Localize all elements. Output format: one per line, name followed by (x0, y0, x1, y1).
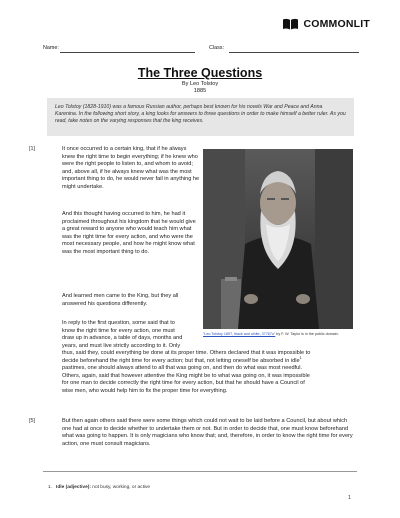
name-label: Name: (43, 45, 59, 51)
paragraph-number: [5] (29, 418, 35, 424)
text-line: wise men, who would help him to fix the proper time for everything. (62, 387, 228, 394)
publication-year: 1885 (193, 88, 207, 94)
paragraph-continued (62, 350, 358, 395)
footnote-definition: not busy, working, or active (90, 485, 151, 490)
student-info-row (43, 45, 359, 55)
footnote-ref[interactable]: 1 (299, 355, 302, 360)
text-line (62, 355, 358, 366)
image-caption-text: by F. W. Taylor is in the public domain. (275, 332, 339, 336)
text-line: know the right time for every action, one must (62, 327, 175, 334)
commonlit-logo (282, 18, 370, 30)
tolstoy-portrait-image (203, 149, 353, 329)
paragraph: It once occurred to a certain king, that if he always knew the right time to begin everything; if he knew who were the right people to listen to, and whom to avoid; and, above all, if he always knew what was the most important thing to do, he would never fail in anything he might undertake. (62, 146, 200, 190)
name-field[interactable] (60, 52, 195, 53)
paragraph (62, 320, 206, 350)
text-line: pastimes, one should always attend to all that was going on, and then do what was most needful. (62, 365, 303, 372)
footnote-divider (43, 471, 357, 472)
footnote (48, 485, 150, 490)
text-line: thus, said they, could everything be done at its proper time. Others declared that it was impossible to (62, 350, 311, 356)
image-source-link[interactable]: "Leo Tolstoy 1897, black and white, 37767u" (203, 332, 276, 336)
image-caption (203, 332, 355, 337)
class-label: Class: (209, 45, 224, 51)
text-line: for one man to decide correctly the right time for every action, but that he should have a Council of (62, 380, 305, 387)
class-field[interactable] (229, 52, 359, 53)
paragraph: And this thought having occurred to him, he had it proclaimed throughout his kingdom that he would give a great reward to anyone who would teach him what was the right time for every action, and who were the most necessary people, and how he might know what was the most important thing to do. (62, 211, 196, 255)
byline: By Leo Tolstoy (181, 81, 219, 87)
text-line: In reply to the first question, some said that to (62, 320, 175, 326)
paragraph: And learned men came to the King, but they all answered his questions differently. (62, 293, 179, 307)
page-number: 1 (348, 495, 351, 501)
text-line: years, and must live strictly according to it. Only (62, 342, 181, 349)
paragraph-number: [1] (29, 146, 35, 152)
page-title: The Three Questions (137, 66, 263, 80)
paragraph: But then again others said there were some things which could not wait to be laid before a Council, but about which one had at once to decide whether to undertake them or not. But in order to decide that, one must know beforehand what was going to happen. It is only magicians who know that; and, therefore, in order to know the right time for every action, one must consult magicians. (62, 418, 353, 447)
text-segment: decide beforehand the right time for every action; but that, not letting oneself be absorbed in idle (62, 357, 300, 364)
text-line: draw up in advance, a table of days, months and (62, 335, 183, 342)
footnote-number: 1. (48, 485, 53, 490)
intro-box: Leo Tolstoy (1828-1910) was a famous Russian author, perhaps best known for his novels War and Peace and Anna Karenina. In the following short story, a king looks for answers to three questions in order to make himself a better ruler. As you read, take notes on the varying responses that the king receives. (47, 98, 354, 136)
brand-name: COMMONLIT (303, 18, 370, 30)
open-book-icon (282, 18, 299, 30)
text-line: Others, again, said that however attentive the King might be to what was going on, it was impossible (62, 372, 310, 379)
footnote-term: Idle (adjective): (56, 485, 91, 490)
